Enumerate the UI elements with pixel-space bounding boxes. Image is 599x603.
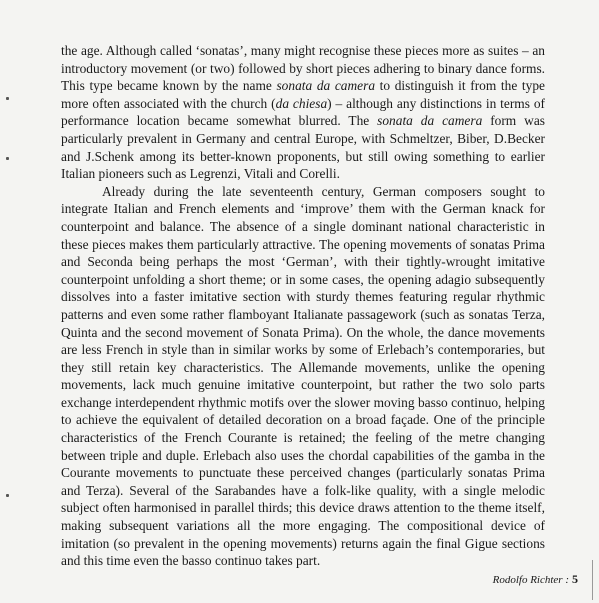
text-run: to distinguish it from the type more often associated with the church ( — [61, 78, 545, 111]
italic-term: sonata da camera — [377, 113, 483, 129]
text-run: the age. Although called ‘sonatas’, many might recognise these pieces more as suites – an introductory movement (or two) followed by short pieces adhering to binary dance forms. This type became known by the name — [61, 43, 545, 94]
italic-term: sonata da camera — [276, 78, 376, 94]
margin-mark — [6, 97, 9, 100]
text-run: form was particularly prevalent in Germany and central Europe, with Schmeltzer, Biber, D.Becker and J.Schenk among its better-known proponents, but still owing something to earlier Italian pioneers such as Legrenzi, Vitali and Corelli. — [61, 113, 545, 182]
margin-mark — [6, 494, 9, 497]
margin-mark — [6, 157, 9, 160]
page-footer — [493, 572, 578, 587]
page-number: 5 — [572, 572, 578, 586]
footer-author: Rodolfo Richter — [492, 574, 563, 586]
paragraph-1 — [61, 42, 545, 183]
text-run: ) – although any distinctions in terms of performance location became somewhat blurred. The — [61, 95, 545, 129]
paragraph-2: Already during the late seventeenth century, German composers sought to integrate Italian and French elements and ‘improve’ them with the German knack for counterpoint and balance. The absence of a single dominant national characteristic in these pieces makes them particularly attractive. The opening movements of sonatas Prima and Seconda being perhaps the most ‘German’, with their tightly-wrought imitative counterpoint unfolding a short theme; or in some cases, the opening adagio subsequently dissolves into a faster imitative section with sturdy themes featuring regular rhythmic patterns and even some rather flamboyant Italianate passagework (such as sonatas Terza, Quinta and the second movement of Sonata Prima). On the whole, the dance movements are less French in style than in similar works by some of Erlebach’s contemporaries, but they still retain key characteristics. The Allemande movements, unlike the opening movements, lack much genuine imitative counterpoint, but rather the two solo parts exchange interdependent rhythmic motifs over the slower moving basso continuo, helping to achieve the equivalent of detailed decoration on a broad façade. One of the principle characteristics of the French Courante is retained; the feeling of the metre changing between triple and duple. Erlebach also uses the chordal capabilities of the gamba in the Courante movements to punctuate these perceived changes (particularly sonatas Prima and Terza). Several of the Sarabandes have a folk-like quality, with a single melodic subject often harmonised in parallel thirds; this device draws attention to the theme itself, making subsequent variations all the more engaging. The compositional device of imitation (so prevalent in the opening movements) returns again the final Gigue sections and this time even the basso continuo takes part. — [61, 183, 545, 569]
italic-term: da chiesa — [275, 95, 328, 111]
page-edge-line — [592, 560, 593, 600]
footer-separator: : — [565, 574, 569, 586]
body-text — [61, 42, 545, 570]
